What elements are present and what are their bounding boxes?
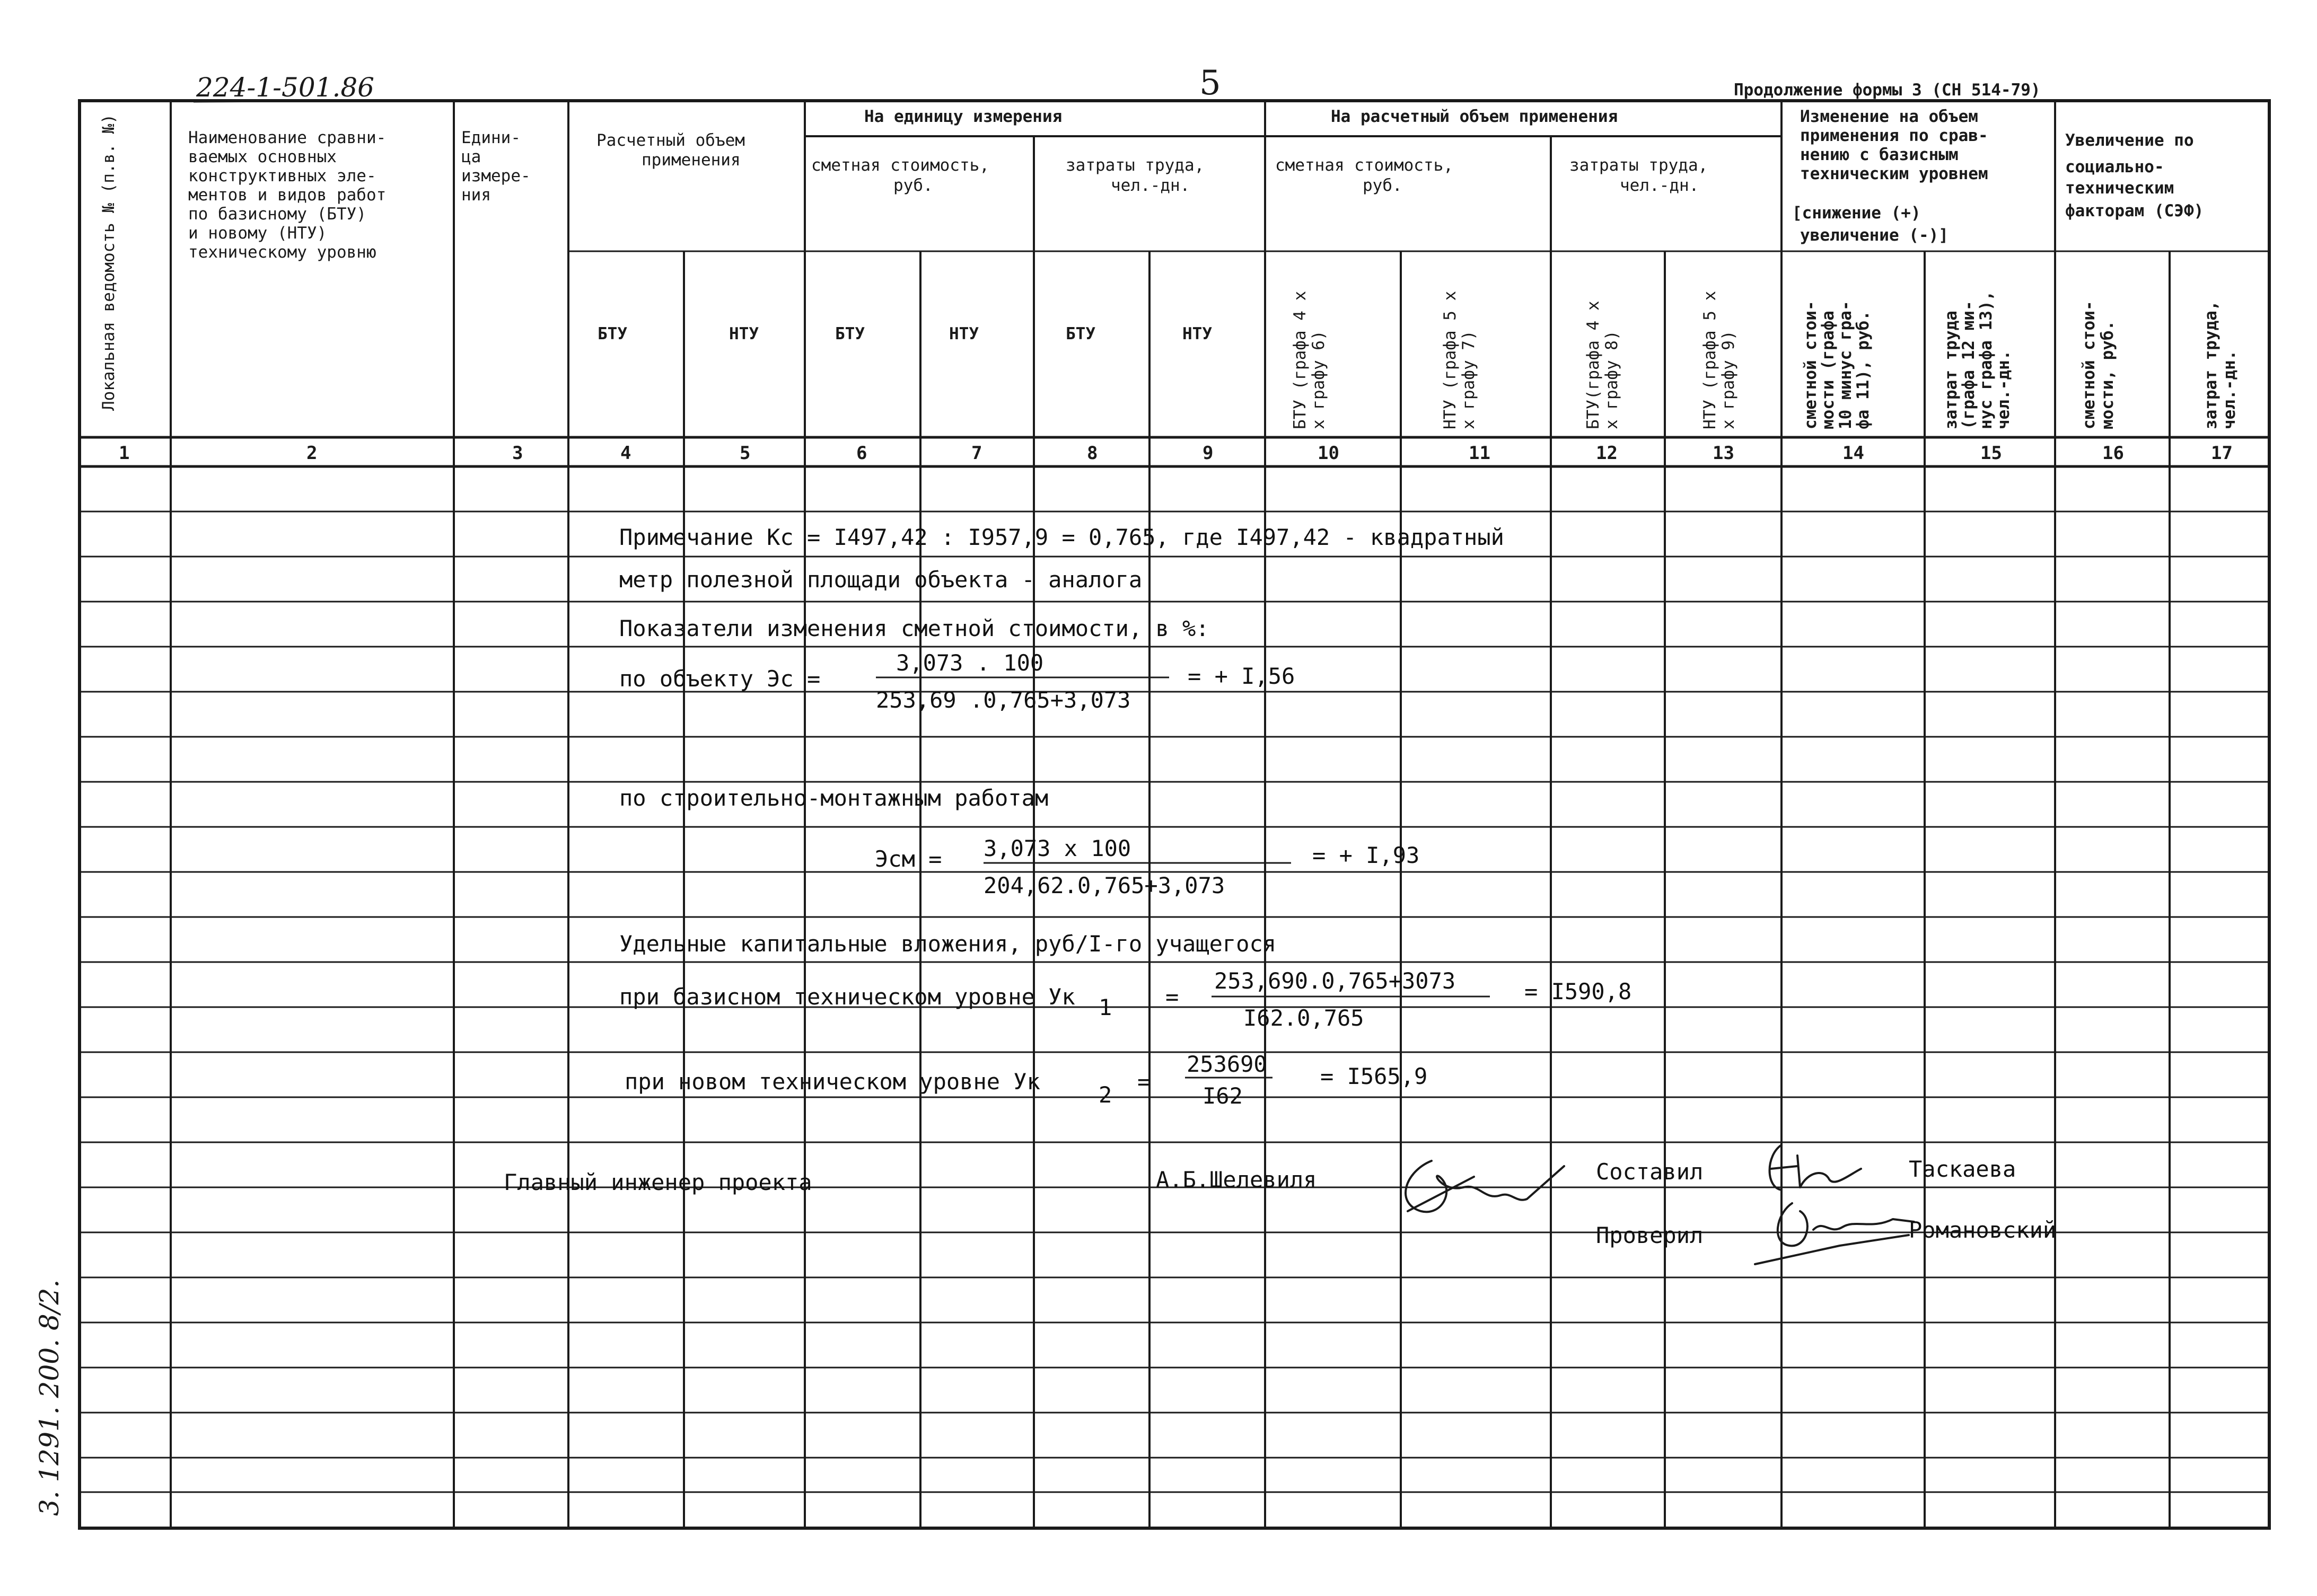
svg-text:НТУ: НТУ	[1182, 324, 1212, 343]
svg-text:БТУ: БТУ	[1066, 324, 1095, 343]
svg-text:затрат труда,: затрат труда,	[2201, 301, 2221, 429]
header-estimated-cost-volume	[1275, 156, 1453, 195]
header-social-increase	[2065, 131, 2204, 221]
svg-text:[снижение (+): [снижение (+)	[1792, 204, 1921, 223]
header-col14	[1801, 301, 1873, 429]
uk2-result: = I565,9	[1320, 1063, 1428, 1089]
svg-text:применения по срав-: применения по срав-	[1800, 126, 1988, 145]
note-line-1: Примечание Кс = I497,42 : I957,9 = 0,765, где I497,42 - квадратный	[619, 524, 1504, 550]
svg-text:Изменение на объем: Изменение на объем	[1800, 107, 1978, 126]
header-col11	[1441, 291, 1478, 429]
header-col13	[1700, 291, 1738, 429]
column-number: 13	[1713, 443, 1734, 464]
svg-text:(графа 12 ми-: (графа 12 ми-	[1959, 301, 1978, 429]
svg-text:БТУ (графа 4 х: БТУ (графа 4 х	[1291, 290, 1310, 429]
svg-text:социально-: социально-	[2065, 157, 2164, 177]
column-number: 6	[856, 443, 867, 464]
header-unit	[461, 128, 531, 205]
svg-text:нус графа 13),: нус графа 13),	[1977, 290, 1996, 429]
header-col17	[2201, 301, 2239, 429]
svg-text:х графу 9): х графу 9)	[1719, 330, 1738, 429]
svg-text:ментов и видов работ: ментов и видов работ	[188, 186, 387, 205]
column-number: 5	[740, 443, 751, 464]
column-number: 3	[512, 443, 523, 464]
uk2-numerator: 253690	[1187, 1051, 1267, 1077]
svg-text:чел.-дн.: чел.-дн.	[1620, 176, 1699, 195]
header-col16	[2079, 301, 2117, 429]
margin-note: 3. 1291. 200. 8/2.	[34, 1279, 65, 1516]
uk1-numerator: 253,690.0,765+3073	[1214, 968, 1456, 994]
svg-text:мости (графа: мости (графа	[1819, 311, 1838, 429]
svg-text:факторам (СЭФ): факторам (СЭФ)	[2065, 201, 2204, 221]
column-number: 2	[306, 443, 318, 464]
esm-label: Эсм =	[875, 846, 942, 872]
svg-text:сметная стоимость,: сметная стоимость,	[1275, 156, 1453, 175]
svg-text:руб.: руб.	[1363, 176, 1402, 195]
header-btu-ntu	[598, 324, 1212, 343]
svg-text:техническим: техническим	[2065, 179, 2174, 198]
checked-by-label: Проверил	[1596, 1222, 1704, 1248]
checked-by-name: Романовский	[1909, 1217, 2057, 1243]
column-number: 11	[1469, 443, 1490, 464]
uk2-equals: =	[1137, 1069, 1151, 1095]
page-number: 5	[1199, 64, 1221, 103]
svg-text:затраты труда,: затраты труда,	[1066, 156, 1205, 175]
column-numbers-row	[119, 443, 2233, 464]
svg-text:применения: применения	[642, 151, 741, 170]
svg-text:НТУ (графа 5 х: НТУ (графа 5 х	[1441, 290, 1460, 429]
object-label: по объекту Эс =	[619, 666, 821, 692]
svg-text:х графу 7): х графу 7)	[1459, 330, 1478, 429]
smr-label: по строительно-монтажным работам	[619, 785, 1049, 811]
uk2-label: при новом техническом уровне Ук	[625, 1069, 1040, 1095]
svg-text:10 минус гра-: 10 минус гра-	[1836, 301, 1855, 429]
header-col10	[1291, 291, 1328, 429]
svg-text:ваемых основных: ваемых основных	[188, 147, 337, 166]
object-denominator: 253,69 .0,765+3,073	[876, 687, 1131, 713]
signatures-block	[504, 1145, 2056, 1264]
column-number: 15	[1980, 443, 2002, 464]
table-frame	[80, 101, 2269, 1528]
header-calculated-volume	[596, 131, 745, 170]
column-number: 10	[1318, 443, 1339, 464]
column-number: 4	[620, 443, 631, 464]
uk1-label: при базисном техническом уровне Ук	[619, 984, 1075, 1010]
svg-text:и новому (НТУ): и новому (НТУ)	[188, 224, 327, 243]
column-number: 9	[1203, 443, 1214, 464]
svg-text:ния: ния	[461, 186, 491, 205]
svg-text:руб.: руб.	[893, 176, 933, 195]
svg-text:чел.-дн.: чел.-дн.	[1111, 176, 1190, 195]
note-line-2: метр полезной площади объекта - аналога	[619, 567, 1143, 593]
svg-text:ца: ца	[461, 147, 481, 166]
uk2-subscript: 2	[1099, 1082, 1112, 1108]
uk1-result: = I590,8	[1524, 978, 1632, 1004]
document-code: 224-1-501.86	[196, 72, 374, 103]
svg-text:х графу 6): х графу 6)	[1309, 330, 1328, 429]
object-numerator: 3,073 . 100	[896, 650, 1044, 676]
uk2-denominator: I62	[1203, 1083, 1243, 1109]
column-number: 12	[1596, 443, 1618, 464]
indicators-title: Показатели изменения сметной стоимости, в %:	[619, 615, 1209, 641]
svg-text:техническим уровнем: техническим уровнем	[1800, 164, 1988, 183]
esm-denominator: 204,62.0,765+3,073	[984, 872, 1225, 898]
svg-text:сметная стоимость,: сметная стоимость,	[811, 156, 989, 175]
column-number: 17	[2211, 443, 2233, 464]
svg-text:мости, руб.: мости, руб.	[2098, 320, 2117, 429]
svg-text:сметной стои-: сметной стои-	[2079, 301, 2099, 429]
header-per-unit: На единицу измерения	[864, 107, 1063, 126]
svg-text:измере-: измере-	[461, 166, 531, 186]
svg-text:конструктивных эле-: конструктивных эле-	[188, 166, 376, 186]
svg-text:НТУ (графа 5 х: НТУ (графа 5 х	[1700, 290, 1719, 429]
composed-by-signature	[1770, 1145, 1862, 1190]
svg-text:БТУ(графа 4 х: БТУ(графа 4 х	[1584, 301, 1603, 429]
header-col15	[1942, 291, 2013, 429]
column-number: 8	[1087, 443, 1098, 464]
esm-numerator: 3,073 х 100	[984, 835, 1131, 861]
svg-text:фа 11), руб.: фа 11), руб.	[1854, 311, 1873, 429]
svg-text:НТУ: НТУ	[729, 324, 759, 343]
svg-text:нению с базисным: нению с базисным	[1800, 145, 1959, 164]
svg-text:техническому уровню: техническому уровню	[188, 243, 376, 262]
svg-text:Наименование сравни-: Наименование сравни-	[188, 128, 387, 147]
header-per-volume: На расчетный объем применения	[1331, 107, 1618, 126]
svg-text:Едини-: Едини-	[461, 128, 521, 147]
svg-text:НТУ: НТУ	[949, 324, 979, 343]
svg-text:БТУ: БТУ	[598, 324, 627, 343]
header-local-statement: Локальная ведомость № (п.в. №)	[99, 114, 118, 411]
svg-text:затраты труда,: затраты труда,	[1569, 156, 1708, 175]
svg-text:сметной стои-: сметной стои-	[1801, 301, 1820, 429]
column-number: 14	[1842, 443, 1864, 464]
note-block	[619, 524, 1631, 1109]
header-element-name	[188, 128, 386, 262]
svg-text:чел.-дн.: чел.-дн.	[2220, 350, 2239, 429]
svg-text:Увеличение по: Увеличение по	[2065, 131, 2194, 150]
column-number: 1	[119, 443, 130, 464]
checked-by-signature	[1755, 1203, 1914, 1264]
uk1-subscript: 1	[1099, 994, 1112, 1020]
chief-engineer-label: Главный инженер проекта	[504, 1169, 812, 1195]
svg-text:чел.-дн.: чел.-дн.	[1994, 350, 2013, 429]
svg-text:по базисному (БТУ): по базисному (БТУ)	[188, 205, 366, 224]
header-labor-unit	[1066, 156, 1204, 195]
capital-investments-title: Удельные капитальные вложения, руб/I-го учащегося	[619, 931, 1277, 957]
svg-text:увеличение (-)]: увеличение (-)]	[1800, 226, 1949, 245]
chief-engineer-signature	[1406, 1161, 1564, 1212]
esm-result: = + I,93	[1312, 842, 1420, 868]
uk1-denominator: I62.0,765	[1243, 1005, 1364, 1031]
svg-text:БТУ: БТУ	[835, 324, 865, 343]
composed-by-label: Составил	[1596, 1159, 1704, 1185]
header-change	[1792, 107, 1988, 245]
uk1-equals: =	[1165, 984, 1179, 1010]
svg-text:затрат труда: затрат труда	[1942, 311, 1961, 429]
header-estimated-cost-unit	[811, 156, 989, 195]
svg-text:х графу 8): х графу 8)	[1602, 330, 1621, 429]
form-continuation: Продолжение формы 3 (СН 514-79)	[1734, 81, 2041, 100]
object-result: = + I,56	[1188, 663, 1295, 689]
chief-engineer-name: А.Б.Шелевиля	[1156, 1167, 1317, 1193]
header-labor-volume	[1569, 156, 1708, 195]
header-col12	[1584, 301, 1621, 429]
column-number: 7	[971, 443, 982, 464]
svg-text:Расчетный объем: Расчетный объем	[596, 131, 745, 150]
composed-by-name: Таскаева	[1909, 1156, 2016, 1182]
column-number: 16	[2102, 443, 2124, 464]
